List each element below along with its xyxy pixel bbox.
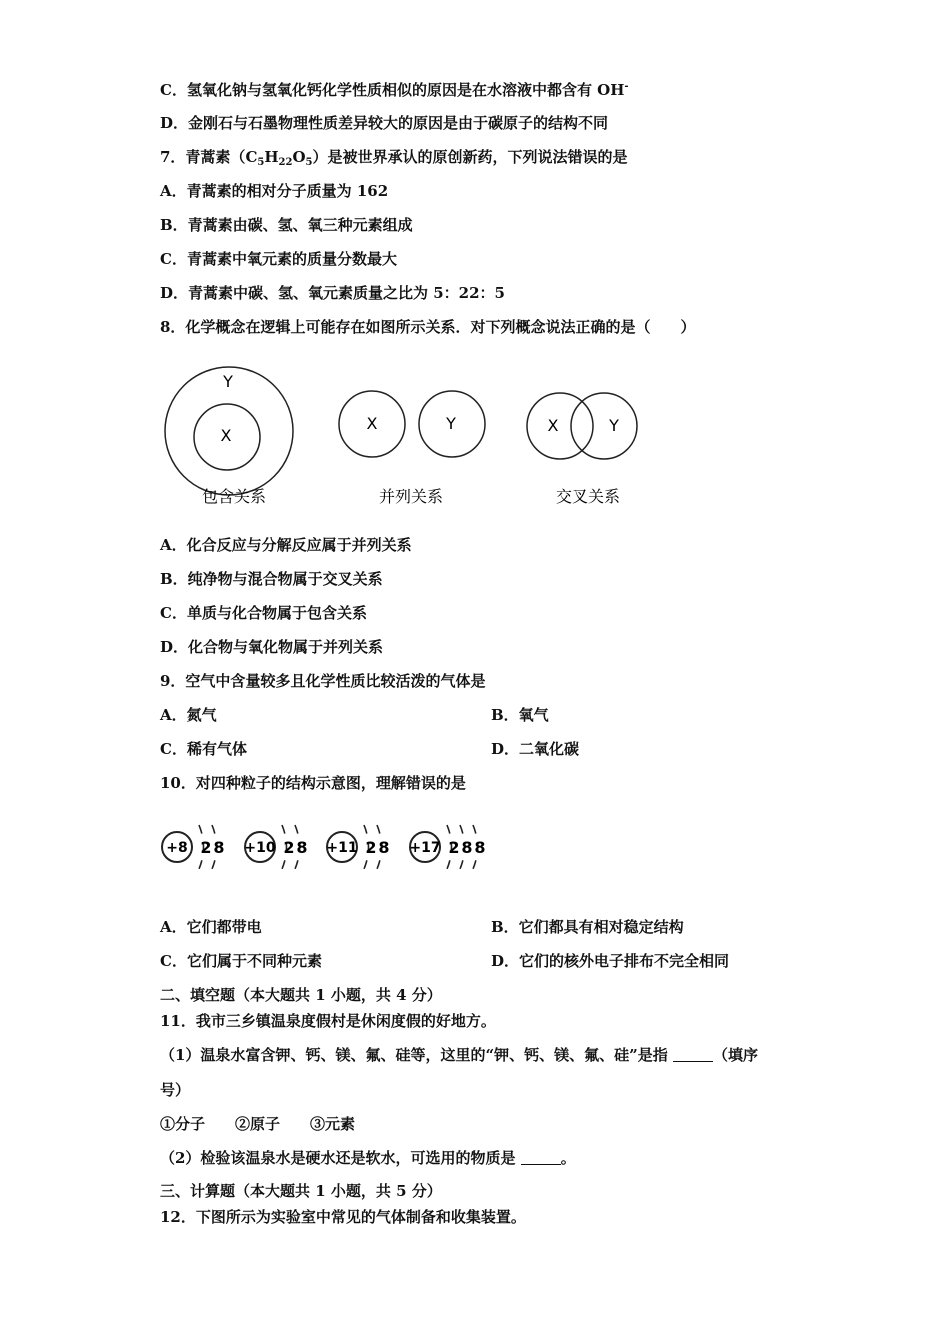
electron-count: 2 [200, 838, 212, 857]
q11-part2-blank[interactable] [521, 1150, 561, 1165]
section3-heading: 三、计算题（本大题共 1 小题，共 5 分） [160, 1182, 442, 1200]
q8-stem: 8．化学概念在逻辑上可能存在如图所示关系．对下列概念说法正确的是（ ） [160, 318, 696, 336]
electron-count: 8 [296, 838, 308, 857]
q7-stem [160, 147, 628, 173]
q12-stem: 12．下图所示为实验室中常见的气体制备和收集装置。 [160, 1208, 526, 1226]
q11-part1-cont: 号） [160, 1081, 191, 1099]
particle-diagram [162, 825, 225, 869]
electron-count: 2 [448, 838, 460, 857]
q9-stem: 9．空气中含量较多且化学性质比较活泼的气体是 [160, 672, 486, 690]
cross-x-circle [527, 393, 593, 459]
q10-particle-diagrams [155, 805, 505, 890]
q10-stem: 10．对四种粒子的结构示意图，理解错误的是 [160, 774, 466, 792]
q11-part1 [160, 1045, 758, 1065]
q11-part2 [160, 1148, 576, 1168]
q7-subscript: 5 [257, 157, 265, 168]
q6-option-d: D．金刚石与石墨物理性质差异较大的原因是由于碳原子的结构不同 [160, 114, 609, 132]
q7-subscript: 22 [278, 157, 293, 168]
q6-option-c [160, 77, 629, 100]
q10-option-d: D．它们的核外电子排布不完全相同 [491, 952, 730, 970]
cross-x-label: X [547, 416, 559, 435]
q6-option-c-superscript: - [624, 81, 629, 92]
q9-option-d: D．二氧化碳 [491, 740, 580, 758]
q10-option-a: A．它们都带电 [160, 918, 262, 936]
electron-count: 8 [213, 838, 225, 857]
particle-diagram [409, 825, 485, 869]
q7-subscript: 5 [305, 157, 313, 168]
q8-relationship-figure [150, 355, 670, 515]
q7-stem-part: 7．青蒿素（C [160, 148, 258, 166]
containment-x-label: X [220, 426, 232, 445]
q10-option-b: B．它们都具有相对稳定结构 [491, 918, 684, 936]
q8-option-c: C．单质与化合物属于包含关系 [160, 604, 367, 622]
particle-diagram [326, 825, 389, 869]
nucleus-charge: +10 [244, 840, 276, 856]
caption-cross: 交叉关系 [555, 487, 621, 506]
q7-option-a: A．青蒿素的相对分子质量为 162 [160, 182, 389, 200]
q6-option-c-text: C．氢氧化钠与氢氧化钙化学性质相似的原因是在水溶液中都含有 OH [160, 81, 625, 99]
caption-containment: 包含关系 [201, 487, 267, 506]
q9-option-a: A．氮气 [160, 706, 217, 724]
nucleus-charge: +17 [409, 840, 441, 856]
q8-option-d: D．化合物与氧化物属于并列关系 [160, 638, 384, 656]
q7-option-b: B．青蒿素由碳、氢、氧三种元素组成 [160, 216, 413, 234]
parallel-x-label: X [366, 414, 378, 433]
q8-option-a: A．化合反应与分解反应属于并列关系 [160, 536, 412, 554]
q11-part2-text: （2）检验该温泉水是硬水还是软水，可选用的物质是 [160, 1149, 516, 1167]
electron-count: 8 [378, 838, 390, 857]
q11-part1-text: （1）温泉水富含钾、钙、镁、氟、硅等，这里的“钾、钙、镁、氟、硅”是指 [160, 1046, 668, 1064]
q7-option-d: D．青蒿素中碳、氢、氧元素质量之比为 5：22：5 [160, 284, 505, 302]
q11-part2-suffix: 。 [560, 1149, 576, 1167]
parallel-y-label: Y [446, 414, 456, 433]
q9-option-c: C．稀有气体 [160, 740, 247, 758]
q9-option-b: B．氧气 [491, 706, 549, 724]
particle-diagram [244, 825, 307, 869]
cross-y-circle [571, 393, 637, 459]
q7-stem-part: H [264, 148, 279, 166]
nucleus-charge: +8 [166, 840, 188, 856]
q7-stem-part: O [292, 148, 306, 166]
q7-option-c: C．青蒿素中氧元素的质量分数最大 [160, 250, 397, 268]
nucleus-charge: +11 [326, 840, 358, 856]
cross-y-label: Y [609, 416, 619, 435]
q11-stem: 11．我市三乡镇温泉度假村是休闲度假的好地方。 [160, 1012, 496, 1030]
electron-count: 8 [474, 838, 486, 857]
electron-count: 8 [461, 838, 473, 857]
q11-choices: ①分子 ②原子 ③元素 [160, 1115, 356, 1133]
q11-part1-suffix: （填序 [712, 1046, 758, 1064]
q10-option-c: C．它们属于不同种元素 [160, 952, 322, 970]
containment-y-label: Y [223, 372, 233, 391]
q11-part1-blank[interactable] [673, 1047, 713, 1062]
q7-stem-part: ）是被世界承认的原创新药，下列说法错误的是 [312, 148, 628, 166]
q8-option-b: B．纯净物与混合物属于交叉关系 [160, 570, 383, 588]
electron-count: 2 [365, 838, 377, 857]
electron-count: 2 [283, 838, 295, 857]
section2-heading: 二、填空题（本大题共 1 小题，共 4 分） [160, 986, 442, 1004]
caption-parallel: 并列关系 [378, 487, 444, 506]
